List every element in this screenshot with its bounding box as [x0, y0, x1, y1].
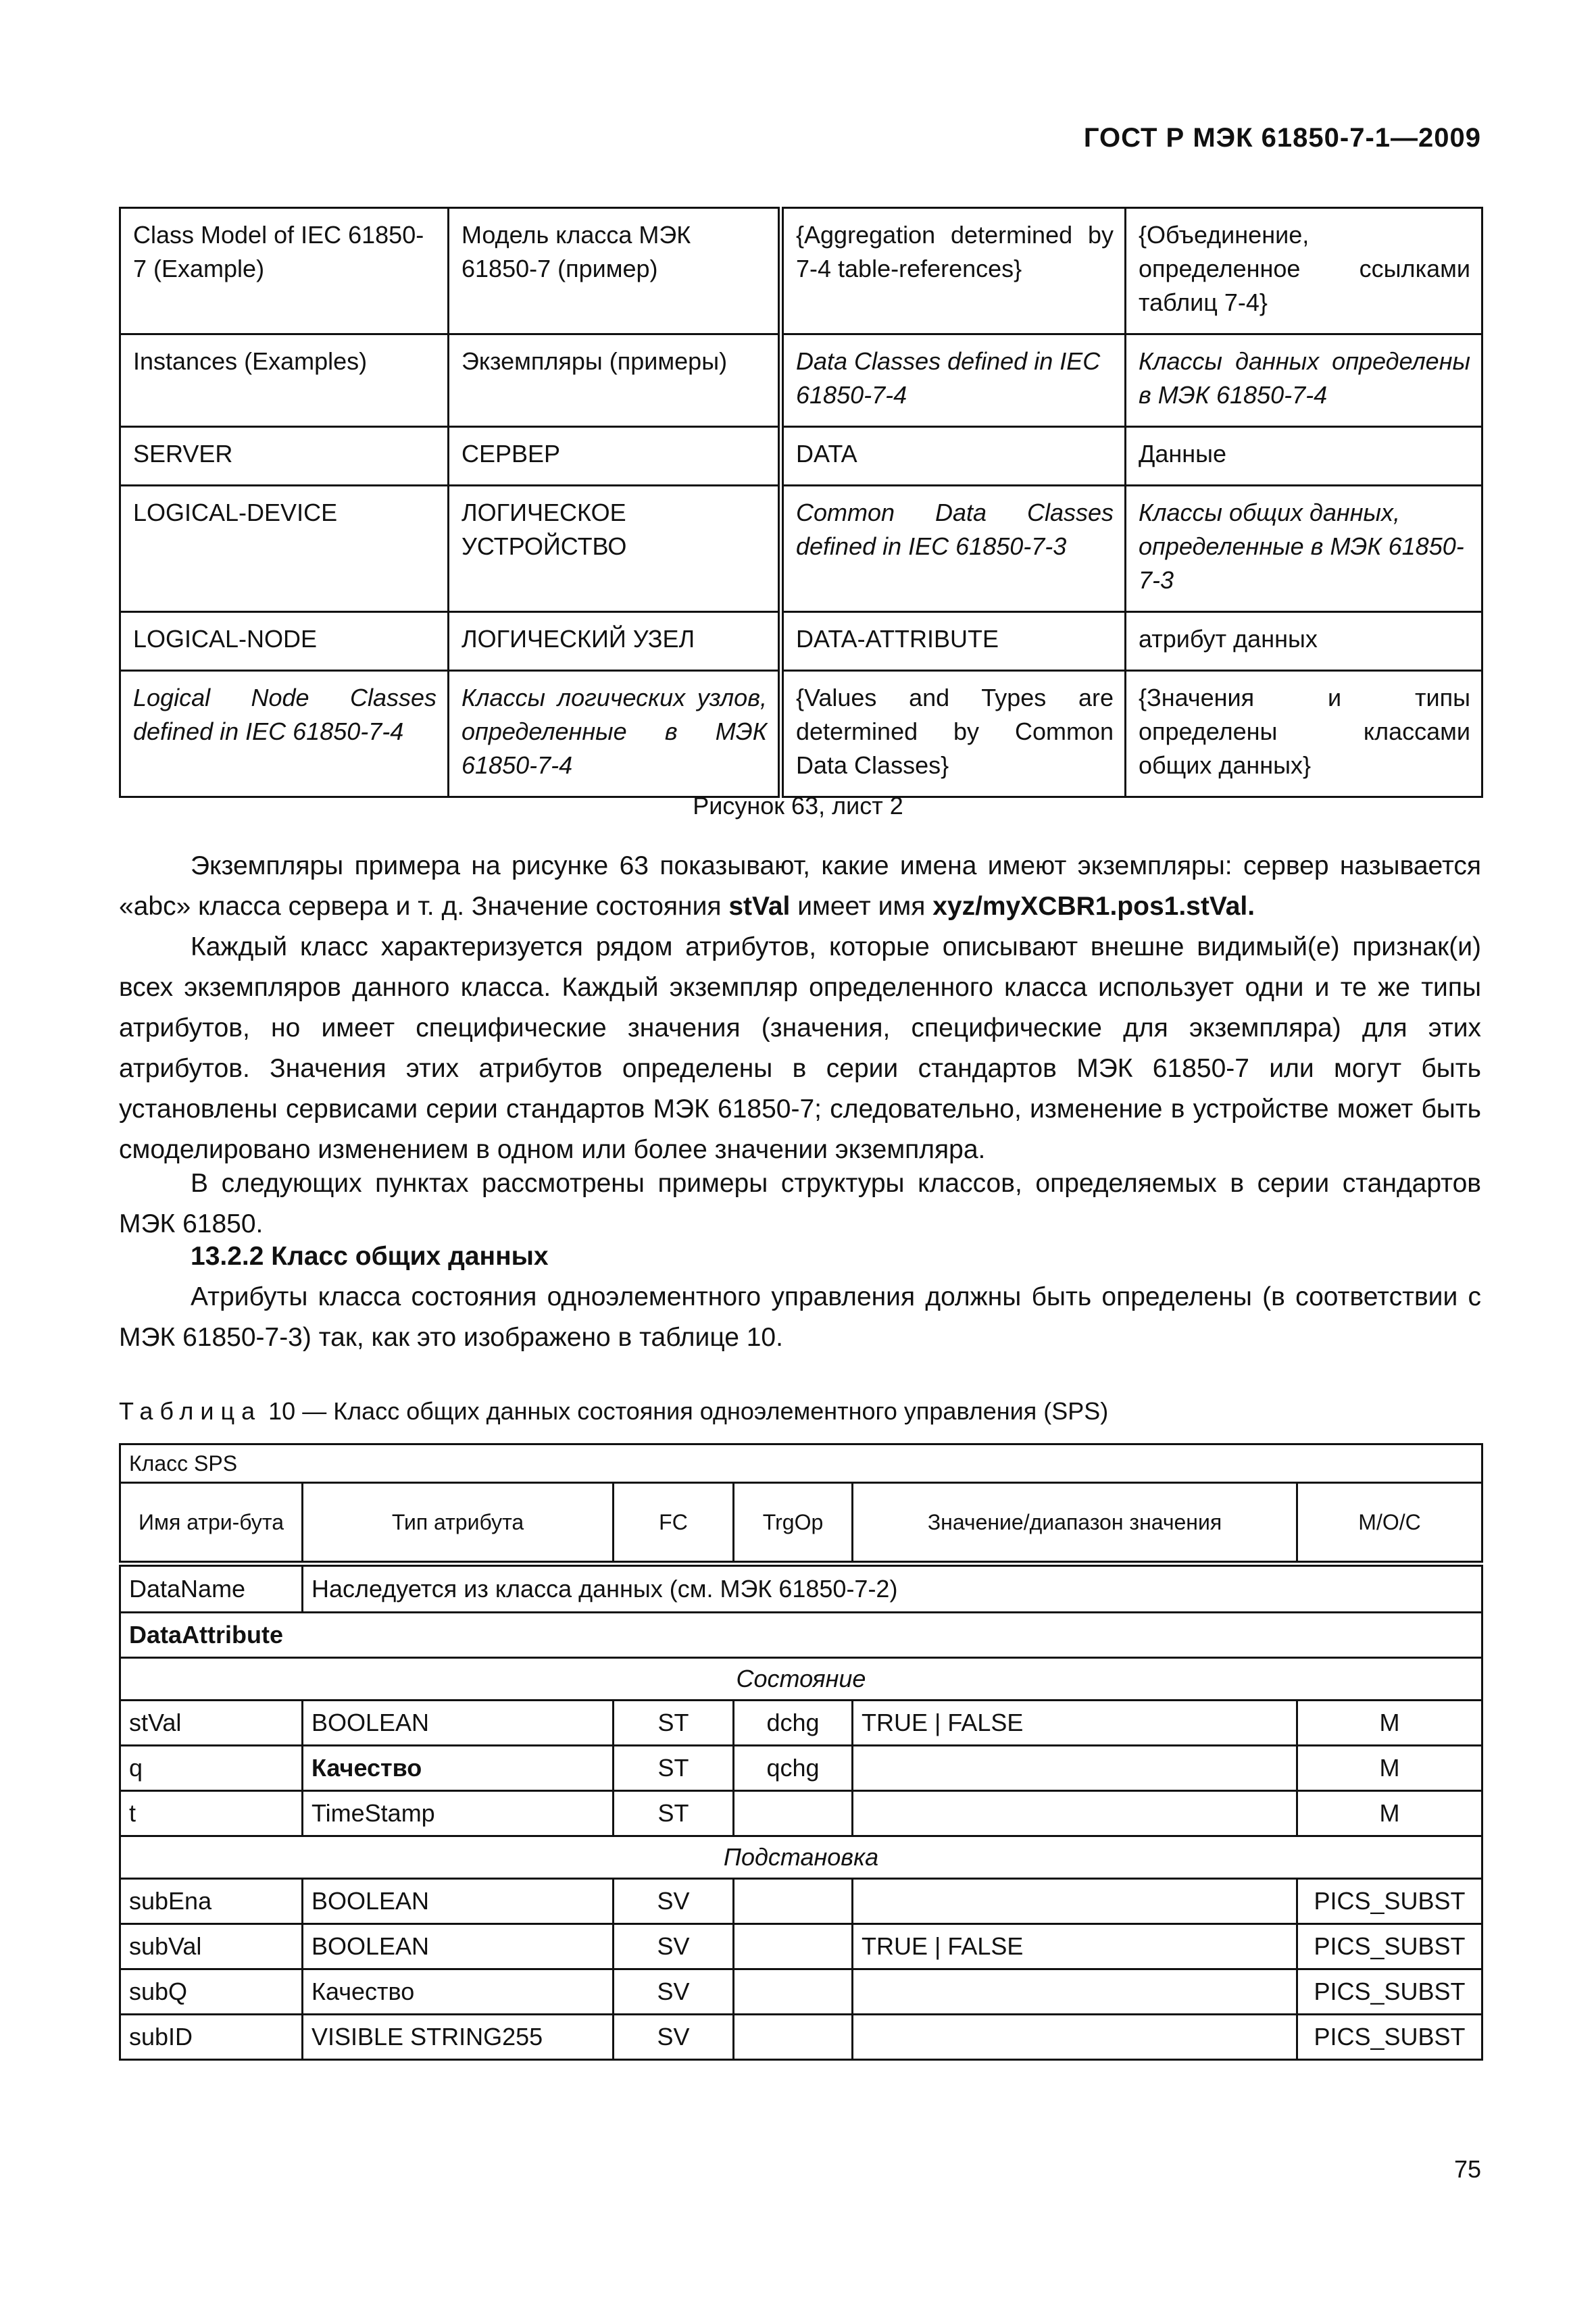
- table-header-row: [120, 1483, 1482, 1564]
- figure-cell: Instances (Examples): [120, 334, 449, 427]
- table-cell: [853, 1879, 1297, 1924]
- table-cell: t: [120, 1791, 303, 1836]
- table-cell: subVal: [120, 1924, 303, 1969]
- table-cell: PICS_SUBST: [1297, 2015, 1482, 2060]
- section-label: Состояние: [120, 1658, 1482, 1701]
- column-header: Имя атри-бута: [120, 1483, 303, 1564]
- table-cell: M: [1297, 1791, 1482, 1836]
- table-cell: VISIBLE STRING255: [303, 2015, 614, 2060]
- table-cell: Наследуется из класса данных (см. МЭК 61850-7-2): [303, 1564, 1482, 1613]
- paragraph: Атрибуты класса состояния одноэлементного управления должны быть определены (в соответствии с МЭК 61850-7-3) так, как это изображено в таблице 10.: [119, 1282, 1481, 1352]
- table-cell: ST: [614, 1746, 734, 1791]
- column-header: TrgOp: [734, 1483, 853, 1564]
- figure-cell: атрибут данных: [1126, 612, 1482, 671]
- figure-cell: Классы общих данных, определенные в МЭК 61850-7-3: [1126, 486, 1482, 612]
- figure-row: [120, 671, 1482, 797]
- table-cell: PICS_SUBST: [1297, 1924, 1482, 1969]
- table-cell: BOOLEAN: [303, 1879, 614, 1924]
- column-header: Тип атрибута: [303, 1483, 614, 1564]
- table-cell: [853, 1746, 1297, 1791]
- table-row: [120, 1791, 1482, 1836]
- figure-cell: Модель класса МЭК 61850-7 (пример): [449, 208, 781, 334]
- column-header: M/O/C: [1297, 1483, 1482, 1564]
- figure-cell: ЛОГИЧЕСКИЙ УЗЕЛ: [449, 612, 781, 671]
- table-cell: [734, 2015, 853, 2060]
- table-cell: subEna: [120, 1879, 303, 1924]
- table-cell: M: [1297, 1746, 1482, 1791]
- figure-cell: LOGICAL-NODE: [120, 612, 449, 671]
- data-attribute-label: DataAttribute: [120, 1613, 1482, 1658]
- table-cell: ST: [614, 1701, 734, 1746]
- figure-row: [120, 486, 1482, 612]
- figure-caption: Рисунок 63, лист 2: [693, 792, 903, 820]
- table-cell: ST: [614, 1791, 734, 1836]
- figure-row: [120, 612, 1482, 671]
- figure-cell: Data Classes defined in IEC 61850-7-4: [781, 334, 1126, 427]
- table-cell: [853, 2015, 1297, 2060]
- table-cell: SV: [614, 1969, 734, 2015]
- table-cell: BOOLEAN: [303, 1701, 614, 1746]
- table-cell: PICS_SUBST: [1297, 1879, 1482, 1924]
- table-cell: TRUE | FALSE: [853, 1924, 1297, 1969]
- paragraph: Экземпляры примера на рисунке 63 показывают, какие имена имеют экземпляры: сервер называется «abc» класса сервера и т. д. Значение состояния stVal имеет имя xyz/myXCBR1.pos1.stVal.: [119, 851, 1481, 921]
- table-cell: [734, 1924, 853, 1969]
- figure-cell: DATA-ATTRIBUTE: [781, 612, 1126, 671]
- figure-cell: DATA: [781, 427, 1126, 486]
- table-row: [120, 1746, 1482, 1791]
- section-heading: 13.2.2 Класс общих данных: [191, 1242, 549, 1271]
- figure-continuation-table: [119, 207, 1483, 798]
- table-row: [120, 2015, 1482, 2060]
- table-section-row: [120, 1658, 1482, 1701]
- table-cell: TimeStamp: [303, 1791, 614, 1836]
- column-header: Значение/диапазон значения: [853, 1483, 1297, 1564]
- figure-cell: Классы данных определены в МЭК 61850-7-4: [1126, 334, 1482, 427]
- figure-cell: Классы логических узлов, определенные в МЭК 61850-7-4: [449, 671, 781, 797]
- table-cell: [734, 1791, 853, 1836]
- table-cell: Качество: [303, 1969, 614, 2015]
- table-row: [120, 1879, 1482, 1924]
- table-cell: BOOLEAN: [303, 1924, 614, 1969]
- table-cell: [734, 1969, 853, 2015]
- table-cell: [734, 1879, 853, 1924]
- figure-row: [120, 427, 1482, 486]
- figure-cell: LOGICAL-DEVICE: [120, 486, 449, 612]
- figure-cell: {Объединение, определенное ссылками таблиц 7-4}: [1126, 208, 1482, 334]
- table-row: [120, 1924, 1482, 1969]
- paragraph: В следующих пунктах рассмотрены примеры структуры классов, определяемых в серии стандартов МЭК 61850.: [119, 1169, 1481, 1238]
- page-number: 75: [1453, 2155, 1481, 2183]
- table-row: [120, 1564, 1482, 1613]
- table-cell: subQ: [120, 1969, 303, 2015]
- figure-cell: Экземпляры (примеры): [449, 334, 781, 427]
- table-cell: DataName: [120, 1564, 303, 1613]
- column-header: FC: [614, 1483, 734, 1564]
- figure-cell: ЛОГИЧЕСКОЕ УСТРОЙСТВО: [449, 486, 781, 612]
- table-row: [120, 1613, 1482, 1658]
- section-label: Подстановка: [120, 1836, 1482, 1879]
- table-cell: subID: [120, 2015, 303, 2060]
- table-row: [120, 1701, 1482, 1746]
- table-row: [120, 1969, 1482, 2015]
- figure-cell: Logical Node Classes defined in IEC 61850-7-4: [120, 671, 449, 797]
- table-title: Таблица 10 — Класс общих данных состояния одноэлементного управления (SPS): [119, 1397, 1109, 1425]
- table-cell: stVal: [120, 1701, 303, 1746]
- figure-cell: {Values and Types are determined by Common Data Classes}: [781, 671, 1126, 797]
- figure-cell: Class Model of IEC 61850-7 (Example): [120, 208, 449, 334]
- figure-cell: {Aggregation determined by 7-4 table-references}: [781, 208, 1126, 334]
- table-cell: [853, 1969, 1297, 2015]
- table-cell: qchg: [734, 1746, 853, 1791]
- figure-row: [120, 208, 1482, 334]
- table-cell: dchg: [734, 1701, 853, 1746]
- table-cell: SV: [614, 2015, 734, 2060]
- table-cell: [853, 1791, 1297, 1836]
- sps-table: [119, 1443, 1483, 2061]
- figure-cell: Common Data Classes defined in IEC 61850-7-3: [781, 486, 1126, 612]
- class-label: Класс SPS: [120, 1444, 1482, 1483]
- table-cell: q: [120, 1746, 303, 1791]
- figure-cell: {Значения и типы определены классами общих данных}: [1126, 671, 1482, 797]
- table-row: [120, 1444, 1482, 1483]
- standard-header: ГОСТ Р МЭК 61850-7-1—2009: [1083, 123, 1481, 153]
- table-cell: SV: [614, 1924, 734, 1969]
- figure-cell: СЕРВЕР: [449, 427, 781, 486]
- table-cell: Качество: [303, 1746, 614, 1791]
- table-cell: M: [1297, 1701, 1482, 1746]
- table-section-row: [120, 1836, 1482, 1879]
- table-cell: SV: [614, 1879, 734, 1924]
- table-cell: TRUE | FALSE: [853, 1701, 1297, 1746]
- figure-cell: Данные: [1126, 427, 1482, 486]
- figure-cell: SERVER: [120, 427, 449, 486]
- paragraph: Каждый класс характеризуется рядом атрибутов, которые описывают внешне видимый(е) признак(и) всех экземпляров данного класса. Каждый экземпляр определенного класса использует одни и те же типы атрибутов, но имеет специфические значения (значения, специфические для экземпляра) для этих атрибутов. Значения этих атрибутов определены в серии стандартов МЭК 61850-7 или могут быть установлены сервисами серии стандартов МЭК 61850-7; следовательно, изменение в устройстве может быть смоделировано изменением в одном или более значении экземпляра.: [119, 932, 1481, 1164]
- figure-row: [120, 334, 1482, 427]
- table-cell: PICS_SUBST: [1297, 1969, 1482, 2015]
